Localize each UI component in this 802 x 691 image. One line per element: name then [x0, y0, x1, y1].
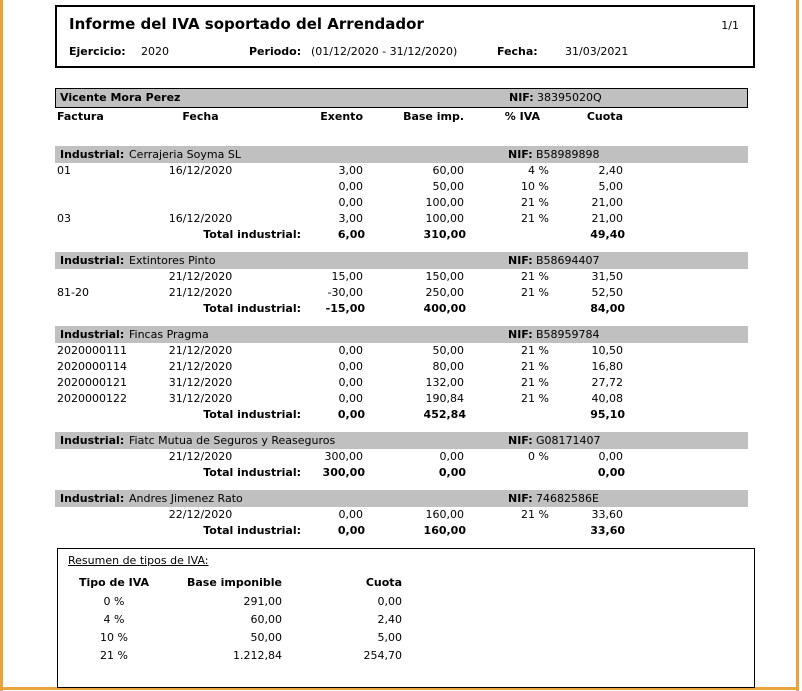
report-meta — [69, 45, 745, 61]
summary-title: Resumen de tipos de IVA: — [68, 554, 209, 567]
fecha-cell: 31/12/2020 — [168, 392, 233, 405]
factura-cell: 81-20 — [57, 286, 89, 299]
column-header-row — [55, 109, 748, 125]
total-base: 400,00 — [423, 302, 466, 315]
total-row — [55, 407, 748, 423]
supplier-nif-label: NIF: — [508, 492, 533, 505]
cuota-cell: 21,00 — [591, 196, 623, 209]
factura-cell — [55, 449, 143, 465]
invoice-sections — [55, 146, 748, 688]
supplier-name: Andres Jimenez Rato — [129, 492, 243, 505]
base-cell: 60,00 — [432, 164, 464, 177]
summary-cuota-cell: 2,40 — [377, 613, 402, 626]
summary-tipo-cell: 4 % — [103, 613, 125, 626]
iva-cell: 10 % — [521, 180, 549, 193]
iva-cell: 21 % — [521, 392, 549, 405]
supplier-section — [55, 326, 748, 423]
iva-cell: 21 % — [521, 196, 549, 209]
factura-cell: 2020000121 — [57, 376, 127, 389]
col-header-fecha: Fecha — [182, 110, 219, 123]
total-iva-spacer — [466, 407, 551, 423]
summary-base-cell: 60,00 — [250, 613, 282, 626]
base-cell: 100,00 — [425, 212, 464, 225]
fecha-label: Fecha: — [497, 45, 538, 58]
exento-cell: 300,00 — [324, 450, 363, 463]
page-indicator: 1/1 — [721, 19, 739, 32]
exento-cell: 3,00 — [338, 212, 363, 225]
fecha-cell: 16/12/2020 — [168, 164, 233, 177]
ejercicio-label: Ejercicio: — [69, 45, 126, 58]
iva-cell: 21 % — [521, 344, 549, 357]
supplier-section — [55, 146, 748, 243]
factura-cell: 2020000122 — [57, 392, 127, 405]
cuota-cell: 40,08 — [591, 392, 623, 405]
summary-header-row — [58, 575, 402, 591]
total-base: 160,00 — [423, 524, 466, 537]
supplier-nif-label: NIF: — [508, 434, 533, 447]
factura-cell — [55, 195, 143, 211]
fecha-cell: 21/12/2020 — [168, 286, 233, 299]
total-cuota: 0,00 — [597, 466, 625, 479]
supplier-name: Cerrajeria Soyma SL — [129, 148, 241, 161]
total-row — [55, 227, 748, 243]
cuota-cell: 31,50 — [591, 270, 623, 283]
base-cell: 250,00 — [425, 286, 464, 299]
base-cell: 100,00 — [425, 196, 464, 209]
supplier-nif-value: B58959784 — [536, 328, 600, 341]
summary-col-cuota: Cuota — [365, 576, 402, 589]
exento-cell: 0,00 — [338, 344, 363, 357]
col-header-iva: % IVA — [504, 110, 540, 123]
total-label: Total industrial: — [203, 302, 301, 315]
total-label: Total industrial: — [203, 228, 301, 241]
iva-cell: 21 % — [521, 508, 549, 521]
invoice-row — [55, 359, 748, 375]
supplier-section — [55, 252, 748, 317]
cuota-cell: 33,60 — [591, 508, 623, 521]
exento-cell: -30,00 — [327, 286, 363, 299]
total-cuota: 49,40 — [590, 228, 625, 241]
invoice-row — [55, 163, 748, 179]
report-title: Informe del IVA soportado del Arrendador — [69, 15, 424, 33]
cuota-cell: 21,00 — [591, 212, 623, 225]
owner-nif-value: 38395020Q — [537, 91, 602, 104]
fecha-cell: 31/12/2020 — [168, 376, 233, 389]
invoice-row — [55, 179, 748, 195]
cuota-cell: 2,40 — [598, 164, 623, 177]
supplier-nif-value: B58989898 — [536, 148, 600, 161]
window-border-right — [796, 0, 799, 691]
periodo-value: (01/12/2020 - 31/12/2020) — [311, 45, 458, 58]
base-cell: 50,00 — [432, 180, 464, 193]
fecha-cell: 21/12/2020 — [168, 450, 233, 463]
iva-cell: 4 % — [528, 164, 549, 177]
owner-header-bar — [55, 88, 748, 108]
total-iva-spacer — [466, 301, 551, 317]
invoice-row — [55, 195, 748, 211]
supplier-section — [55, 490, 748, 539]
total-base: 310,00 — [423, 228, 466, 241]
total-label: Total industrial: — [203, 524, 301, 537]
fecha-cell: 21/12/2020 — [168, 360, 233, 373]
summary-base-cell: 291,00 — [243, 595, 282, 608]
total-iva-spacer — [466, 465, 551, 481]
exento-cell: 3,00 — [338, 164, 363, 177]
invoice-row — [55, 285, 748, 301]
col-header-exento: Exento — [320, 110, 363, 123]
cuota-cell: 27,72 — [591, 376, 623, 389]
supplier-header-bar — [55, 490, 748, 507]
invoice-rows — [55, 507, 748, 523]
factura-cell: 2020000111 — [57, 344, 127, 357]
cuota-cell: 10,50 — [591, 344, 623, 357]
iva-cell: 21 % — [521, 376, 549, 389]
total-iva-spacer — [466, 523, 551, 539]
supplier-name: Extintores Pinto — [129, 254, 216, 267]
col-header-factura: Factura — [57, 110, 104, 123]
summary-col-base: Base imponible — [186, 576, 282, 589]
factura-cell: 01 — [57, 164, 71, 177]
invoice-row — [55, 211, 748, 227]
cuota-cell: 0,00 — [598, 450, 623, 463]
supplier-header-bar — [55, 146, 748, 163]
total-cuota: 33,60 — [590, 524, 625, 537]
exento-cell: 0,00 — [338, 360, 363, 373]
total-exento: 0,00 — [337, 408, 365, 421]
owner-name: Vicente Mora Perez — [60, 91, 181, 104]
fecha-cell — [143, 179, 258, 195]
base-cell: 150,00 — [425, 270, 464, 283]
exento-cell: 0,00 — [338, 196, 363, 209]
supplier-header-bar — [55, 432, 748, 449]
summary-cuota-cell: 5,00 — [377, 631, 402, 644]
summary-cuota-cell: 254,70 — [363, 649, 402, 662]
total-row — [55, 523, 748, 539]
summary-tipo-cell: 0 % — [103, 595, 125, 608]
iva-cell: 21 % — [521, 270, 549, 283]
fecha-cell: 22/12/2020 — [168, 508, 233, 521]
fecha-cell: 21/12/2020 — [168, 270, 233, 283]
summary-col-tipo: Tipo de IVA — [78, 576, 150, 589]
invoice-rows — [55, 449, 748, 465]
total-exento: 6,00 — [337, 228, 365, 241]
invoice-rows — [55, 269, 748, 301]
total-exento: -15,00 — [325, 302, 365, 315]
invoice-rows — [55, 343, 748, 407]
factura-cell: 2020000114 — [57, 360, 127, 373]
exento-cell: 0,00 — [338, 180, 363, 193]
base-cell: 0,00 — [439, 450, 464, 463]
base-cell: 190,84 — [425, 392, 464, 405]
total-cuota: 84,00 — [590, 302, 625, 315]
exento-cell: 0,00 — [338, 508, 363, 521]
total-label: Total industrial: — [203, 408, 301, 421]
summary-cuota-cell: 0,00 — [377, 595, 402, 608]
iva-cell: 0 % — [528, 450, 549, 463]
total-row — [55, 301, 748, 317]
invoice-row — [55, 449, 748, 465]
supplier-nif-label: NIF: — [508, 328, 533, 341]
supplier-section — [55, 432, 748, 481]
industrial-label: Industrial: — [60, 328, 125, 341]
col-header-base: Base imp. — [403, 110, 464, 123]
total-iva-spacer — [466, 227, 551, 243]
supplier-nif-value: B58694407 — [536, 254, 600, 267]
summary-row — [58, 611, 402, 629]
summary-tipo-cell: 21 % — [100, 649, 128, 662]
industrial-label: Industrial: — [60, 148, 125, 161]
invoice-row — [55, 269, 748, 285]
total-exento: 300,00 — [322, 466, 365, 479]
factura-cell — [55, 179, 143, 195]
fecha-cell — [143, 195, 258, 211]
total-base: 0,00 — [438, 466, 466, 479]
exento-cell: 0,00 — [338, 376, 363, 389]
industrial-label: Industrial: — [60, 254, 125, 267]
periodo-label: Periodo: — [249, 45, 302, 58]
supplier-nif-value: G08171407 — [536, 434, 601, 447]
cuota-cell: 52,50 — [591, 286, 623, 299]
cuota-cell: 5,00 — [598, 180, 623, 193]
supplier-name: Fincas Pragma — [129, 328, 209, 341]
col-header-cuota: Cuota — [586, 110, 623, 123]
base-cell: 80,00 — [432, 360, 464, 373]
factura-cell — [55, 269, 143, 285]
total-label: Total industrial: — [203, 466, 301, 479]
total-exento: 0,00 — [337, 524, 365, 537]
fecha-cell: 16/12/2020 — [168, 212, 233, 225]
invoice-row — [55, 375, 748, 391]
supplier-header-bar — [55, 252, 748, 269]
invoice-row — [55, 391, 748, 407]
summary-tipo-cell: 10 % — [100, 631, 128, 644]
iva-cell: 21 % — [521, 286, 549, 299]
supplier-nif-label: NIF: — [508, 148, 533, 161]
summary-row — [58, 593, 402, 611]
invoice-row — [55, 343, 748, 359]
iva-summary-box — [57, 548, 755, 688]
base-cell: 50,00 — [432, 344, 464, 357]
base-cell: 160,00 — [425, 508, 464, 521]
summary-row — [58, 629, 402, 647]
exento-cell: 0,00 — [338, 392, 363, 405]
summary-rows — [58, 593, 402, 665]
ejercicio-value: 2020 — [141, 45, 169, 58]
summary-base-cell: 50,00 — [250, 631, 282, 644]
industrial-label: Industrial: — [60, 434, 125, 447]
exento-cell: 15,00 — [331, 270, 363, 283]
total-base: 452,84 — [423, 408, 466, 421]
factura-cell: 03 — [57, 212, 71, 225]
supplier-nif-value: 74682586E — [536, 492, 599, 505]
invoice-rows — [55, 163, 748, 227]
fecha-cell: 21/12/2020 — [168, 344, 233, 357]
owner-nif-label: NIF: — [509, 91, 534, 104]
supplier-header-bar — [55, 326, 748, 343]
industrial-label: Industrial: — [60, 492, 125, 505]
factura-cell — [55, 507, 143, 523]
invoice-row — [55, 507, 748, 523]
report-header — [55, 5, 755, 68]
cuota-cell: 16,80 — [591, 360, 623, 373]
iva-cell: 21 % — [521, 360, 549, 373]
total-cuota: 95,10 — [590, 408, 625, 421]
window-border-left — [0, 0, 3, 691]
total-row — [55, 465, 748, 481]
base-cell: 132,00 — [425, 376, 464, 389]
supplier-name: Fiatc Mutua de Seguros y Reaseguros — [129, 434, 336, 447]
supplier-nif-label: NIF: — [508, 254, 533, 267]
summary-row — [58, 647, 402, 665]
iva-cell: 21 % — [521, 212, 549, 225]
fecha-value: 31/03/2021 — [565, 45, 629, 58]
summary-base-cell: 1.212,84 — [233, 649, 282, 662]
